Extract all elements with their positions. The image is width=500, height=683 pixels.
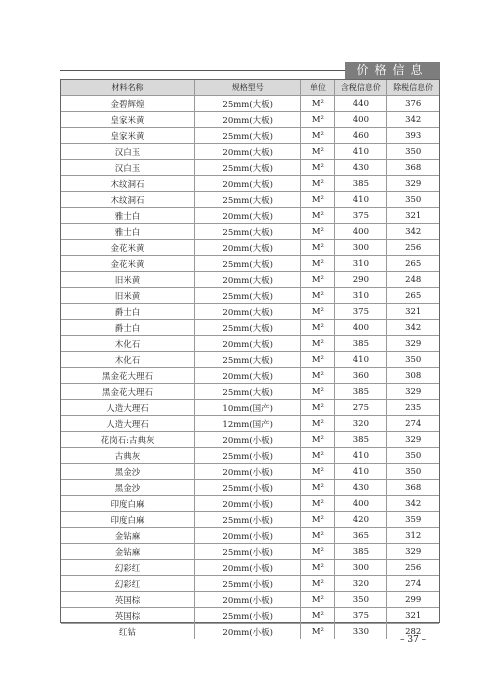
- cell-price-with-tax: 300: [335, 240, 387, 256]
- price-table: [61, 80, 439, 639]
- header-banner: [345, 62, 440, 79]
- cell-material: 幻彩红: [61, 576, 195, 592]
- cell-price-without-tax: 321: [387, 304, 439, 320]
- cell-material: 黑金花大理石: [61, 384, 195, 400]
- cell-material: 皇家米黄: [61, 128, 195, 144]
- cell-unit: M²: [301, 320, 335, 336]
- cell-material: 印度白麻: [61, 512, 195, 528]
- table-row: [61, 208, 439, 224]
- cell-price-with-tax: 350: [335, 592, 387, 608]
- cell-price-with-tax: 290: [335, 272, 387, 288]
- cell-price-without-tax: 329: [387, 336, 439, 352]
- cell-material: 花岗石:古典灰: [61, 432, 195, 448]
- cell-material: 金花米黄: [61, 240, 195, 256]
- cell-price-with-tax: 385: [335, 544, 387, 560]
- cell-spec: 25mm(大板): [195, 160, 301, 176]
- cell-price-without-tax: 329: [387, 432, 439, 448]
- table-row: [61, 448, 439, 464]
- table-row: [61, 416, 439, 432]
- cell-material: 金花米黄: [61, 256, 195, 272]
- cell-price-without-tax: 342: [387, 112, 439, 128]
- cell-spec: 20mm(小板): [195, 496, 301, 512]
- cell-material: 黑金花大理石: [61, 368, 195, 384]
- cell-price-without-tax: 350: [387, 448, 439, 464]
- cell-material: 黑金沙: [61, 464, 195, 480]
- cell-price-with-tax: 400: [335, 320, 387, 336]
- table-row: [61, 224, 439, 240]
- cell-price-without-tax: 376: [387, 96, 439, 112]
- cell-price-with-tax: 440: [335, 96, 387, 112]
- table-row: [61, 400, 439, 416]
- table-header-row: [61, 80, 439, 96]
- cell-price-without-tax: 393: [387, 128, 439, 144]
- cell-spec: 25mm(大板): [195, 224, 301, 240]
- cell-spec: 20mm(大板): [195, 176, 301, 192]
- table-row: [61, 576, 439, 592]
- cell-spec: 25mm(大板): [195, 128, 301, 144]
- cell-price-with-tax: 400: [335, 496, 387, 512]
- cell-unit: M²: [301, 464, 335, 480]
- cell-unit: M²: [301, 192, 335, 208]
- cell-material: 金钻麻: [61, 528, 195, 544]
- cell-unit: M²: [301, 544, 335, 560]
- cell-spec: 25mm(小板): [195, 448, 301, 464]
- cell-price-without-tax: 274: [387, 576, 439, 592]
- cell-price-without-tax: 329: [387, 176, 439, 192]
- cell-unit: M²: [301, 224, 335, 240]
- cell-price-without-tax: 368: [387, 480, 439, 496]
- cell-price-without-tax: 235: [387, 400, 439, 416]
- table-row: [61, 304, 439, 320]
- cell-price-with-tax: 310: [335, 288, 387, 304]
- cell-spec: 25mm(大板): [195, 384, 301, 400]
- cell-spec: 12mm(国产): [195, 416, 301, 432]
- cell-material: 木化石: [61, 336, 195, 352]
- cell-material: 人造大理石: [61, 400, 195, 416]
- cell-price-without-tax: 350: [387, 192, 439, 208]
- cell-spec: 25mm(大板): [195, 96, 301, 112]
- cell-price-with-tax: 385: [335, 336, 387, 352]
- table-row: [61, 272, 439, 288]
- cell-material: 汉白玉: [61, 144, 195, 160]
- cell-unit: M²: [301, 112, 335, 128]
- cell-unit: M²: [301, 400, 335, 416]
- cell-spec: 25mm(大板): [195, 256, 301, 272]
- table-row: [61, 384, 439, 400]
- cell-price-with-tax: 330: [335, 624, 387, 640]
- cell-material: 雅士白: [61, 224, 195, 240]
- cell-unit: M²: [301, 256, 335, 272]
- cell-price-without-tax: 299: [387, 592, 439, 608]
- cell-unit: M²: [301, 336, 335, 352]
- cell-price-with-tax: 410: [335, 464, 387, 480]
- table-row: [61, 528, 439, 544]
- cell-unit: M²: [301, 240, 335, 256]
- table-row: [61, 608, 439, 624]
- cell-price-with-tax: 365: [335, 528, 387, 544]
- cell-unit: M²: [301, 448, 335, 464]
- cell-price-without-tax: 359: [387, 512, 439, 528]
- cell-spec: 10mm(国产): [195, 400, 301, 416]
- cell-material: 爵士白: [61, 304, 195, 320]
- cell-spec: 20mm(小板): [195, 560, 301, 576]
- cell-material: 爵士白: [61, 320, 195, 336]
- cell-unit: M²: [301, 352, 335, 368]
- cell-material: 旧米黄: [61, 288, 195, 304]
- table-row: [61, 352, 439, 368]
- cell-spec: 20mm(大板): [195, 304, 301, 320]
- column-header-material: 材料名称: [61, 80, 195, 96]
- table-row: [61, 176, 439, 192]
- cell-spec: 25mm(大板): [195, 192, 301, 208]
- cell-price-without-tax: 342: [387, 496, 439, 512]
- cell-price-without-tax: 342: [387, 224, 439, 240]
- cell-price-without-tax: 321: [387, 608, 439, 624]
- table-row: [61, 192, 439, 208]
- table-row: [61, 544, 439, 560]
- cell-price-without-tax: 350: [387, 352, 439, 368]
- cell-unit: M²: [301, 560, 335, 576]
- cell-price-without-tax: 274: [387, 416, 439, 432]
- table-row: [61, 496, 439, 512]
- cell-price-without-tax: 329: [387, 384, 439, 400]
- cell-spec: 20mm(大板): [195, 336, 301, 352]
- cell-spec: 20mm(小板): [195, 624, 301, 640]
- cell-material: 英国棕: [61, 592, 195, 608]
- cell-price-with-tax: 385: [335, 176, 387, 192]
- cell-price-without-tax: 265: [387, 256, 439, 272]
- cell-unit: M²: [301, 160, 335, 176]
- cell-price-without-tax: 329: [387, 544, 439, 560]
- cell-price-without-tax: 312: [387, 528, 439, 544]
- cell-price-with-tax: 385: [335, 384, 387, 400]
- table-row: [61, 432, 439, 448]
- cell-price-with-tax: 400: [335, 224, 387, 240]
- cell-material: 人造大理石: [61, 416, 195, 432]
- table-row: [61, 288, 439, 304]
- column-header-spec: 规格型号: [195, 80, 301, 96]
- cell-material: 英国棕: [61, 608, 195, 624]
- table-row: [61, 592, 439, 608]
- cell-price-without-tax: 265: [387, 288, 439, 304]
- cell-unit: M²: [301, 432, 335, 448]
- cell-unit: M²: [301, 576, 335, 592]
- cell-unit: M²: [301, 624, 335, 640]
- cell-material: 古典灰: [61, 448, 195, 464]
- cell-unit: M²: [301, 288, 335, 304]
- table-row: [61, 112, 439, 128]
- page-section-title: 价格信息: [356, 63, 429, 77]
- cell-unit: M²: [301, 368, 335, 384]
- table-row: [61, 128, 439, 144]
- cell-price-with-tax: 410: [335, 144, 387, 160]
- cell-material: 雅士白: [61, 208, 195, 224]
- table-row: [61, 336, 439, 352]
- cell-price-with-tax: 410: [335, 192, 387, 208]
- cell-price-with-tax: 320: [335, 416, 387, 432]
- cell-unit: M²: [301, 496, 335, 512]
- cell-spec: 20mm(大板): [195, 208, 301, 224]
- cell-price-with-tax: 300: [335, 560, 387, 576]
- cell-unit: M²: [301, 608, 335, 624]
- cell-price-without-tax: 308: [387, 368, 439, 384]
- price-table-body: [61, 96, 439, 640]
- table-row: [61, 256, 439, 272]
- cell-unit: M²: [301, 480, 335, 496]
- table-row: [61, 144, 439, 160]
- cell-price-with-tax: 375: [335, 608, 387, 624]
- cell-spec: 25mm(小板): [195, 512, 301, 528]
- cell-material: 木纹洞石: [61, 176, 195, 192]
- cell-unit: M²: [301, 208, 335, 224]
- cell-spec: 25mm(小板): [195, 480, 301, 496]
- cell-price-with-tax: 410: [335, 448, 387, 464]
- cell-unit: M²: [301, 272, 335, 288]
- cell-material: 金碧辉煌: [61, 96, 195, 112]
- header-rule: [60, 70, 345, 71]
- table-row: [61, 512, 439, 528]
- cell-unit: M²: [301, 512, 335, 528]
- cell-price-without-tax: 350: [387, 144, 439, 160]
- cell-price-without-tax: 256: [387, 240, 439, 256]
- cell-price-without-tax: 342: [387, 320, 439, 336]
- cell-price-without-tax: 368: [387, 160, 439, 176]
- table-row: [61, 96, 439, 112]
- cell-material: 木化石: [61, 352, 195, 368]
- cell-spec: 20mm(大板): [195, 368, 301, 384]
- cell-price-with-tax: 275: [335, 400, 387, 416]
- column-header-unit: 单位: [301, 80, 335, 96]
- cell-unit: M²: [301, 528, 335, 544]
- cell-spec: 20mm(大板): [195, 272, 301, 288]
- table-row: [61, 160, 439, 176]
- cell-material: 幻彩红: [61, 560, 195, 576]
- cell-spec: 25mm(小板): [195, 608, 301, 624]
- cell-material: 汉白玉: [61, 160, 195, 176]
- cell-spec: 25mm(小板): [195, 544, 301, 560]
- cell-price-with-tax: 385: [335, 432, 387, 448]
- cell-material: 黑金沙: [61, 480, 195, 496]
- cell-material: 旧米黄: [61, 272, 195, 288]
- cell-material: 红钻: [61, 624, 195, 640]
- cell-price-with-tax: 375: [335, 208, 387, 224]
- cell-spec: 20mm(小板): [195, 528, 301, 544]
- cell-price-without-tax: 248: [387, 272, 439, 288]
- cell-price-with-tax: 360: [335, 368, 387, 384]
- column-header-price-without-tax: 除税信息价: [387, 80, 439, 96]
- cell-price-without-tax: 321: [387, 208, 439, 224]
- table-row: [61, 480, 439, 496]
- cell-unit: M²: [301, 128, 335, 144]
- cell-spec: 20mm(大板): [195, 240, 301, 256]
- table-row: [61, 464, 439, 480]
- cell-price-without-tax: 350: [387, 464, 439, 480]
- cell-price-with-tax: 320: [335, 576, 387, 592]
- cell-price-with-tax: 430: [335, 480, 387, 496]
- cell-unit: M²: [301, 384, 335, 400]
- cell-unit: M²: [301, 144, 335, 160]
- page-number: – 37 –: [400, 635, 427, 645]
- cell-price-without-tax: 256: [387, 560, 439, 576]
- cell-unit: M²: [301, 176, 335, 192]
- cell-unit: M²: [301, 592, 335, 608]
- cell-price-with-tax: 430: [335, 160, 387, 176]
- column-header-price-with-tax: 含税信息价: [335, 80, 387, 96]
- cell-material: 皇家米黄: [61, 112, 195, 128]
- cell-material: 木纹洞石: [61, 192, 195, 208]
- cell-spec: 20mm(大板): [195, 112, 301, 128]
- cell-price-without-tax: 282: [387, 624, 439, 640]
- cell-price-with-tax: 375: [335, 304, 387, 320]
- cell-price-with-tax: 410: [335, 352, 387, 368]
- cell-material: 印度白麻: [61, 496, 195, 512]
- cell-unit: M²: [301, 96, 335, 112]
- cell-unit: M²: [301, 304, 335, 320]
- table-row: [61, 624, 439, 640]
- cell-spec: 25mm(大板): [195, 320, 301, 336]
- cell-price-with-tax: 400: [335, 112, 387, 128]
- cell-price-with-tax: 460: [335, 128, 387, 144]
- price-table-container: [60, 79, 440, 638]
- cell-spec: 20mm(小板): [195, 592, 301, 608]
- cell-price-with-tax: 420: [335, 512, 387, 528]
- table-row: [61, 560, 439, 576]
- cell-spec: 25mm(大板): [195, 352, 301, 368]
- table-row: [61, 240, 439, 256]
- cell-spec: 25mm(大板): [195, 288, 301, 304]
- cell-spec: 20mm(小板): [195, 464, 301, 480]
- table-row: [61, 320, 439, 336]
- cell-spec: 20mm(大板): [195, 144, 301, 160]
- cell-unit: M²: [301, 416, 335, 432]
- cell-material: 金钻麻: [61, 544, 195, 560]
- cell-spec: 20mm(小板): [195, 432, 301, 448]
- cell-spec: 25mm(小板): [195, 576, 301, 592]
- table-row: [61, 368, 439, 384]
- cell-price-with-tax: 310: [335, 256, 387, 272]
